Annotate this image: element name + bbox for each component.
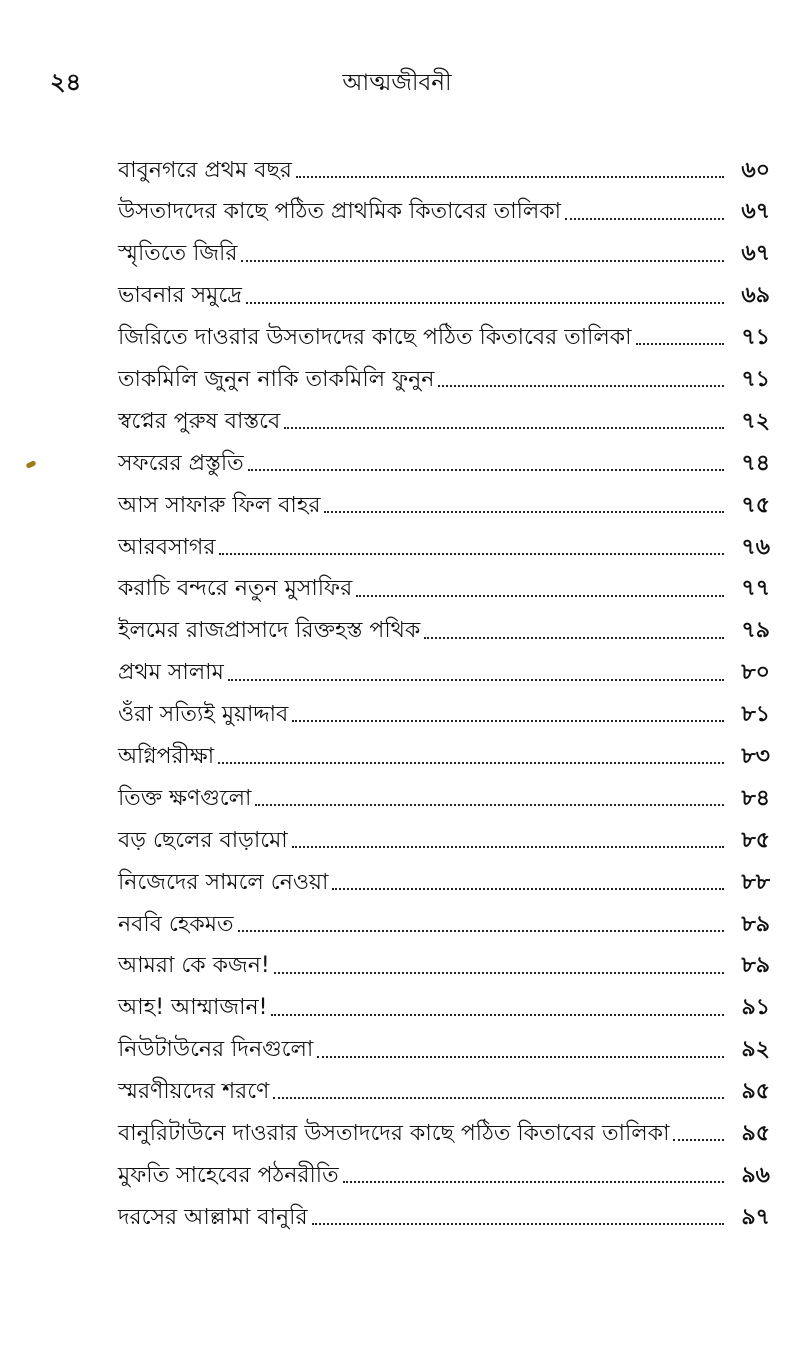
toc-entry-page-number: ৮৫	[741, 827, 770, 853]
toc-entry	[118, 770, 770, 812]
toc-entry-page-number: ৯৫	[741, 1079, 770, 1105]
toc-entry	[118, 1064, 770, 1106]
toc-entry-page-number: ৭৫	[741, 492, 770, 518]
toc-entry	[118, 896, 770, 938]
toc-entry-title: ইলমের রাজপ্রাসাদে রিক্তহস্ত পথিক	[118, 618, 421, 644]
dot-leader	[332, 888, 724, 890]
toc-entry-title: উসতাদদের কাছে পঠিত প্রাথমিক কিতাবের তালিকা	[118, 199, 562, 225]
toc-entry-page-number: ৮৯	[741, 911, 770, 937]
toc-entry-page-number: ৭৭	[741, 576, 770, 602]
toc-entry-title: আমরা কে কজন!	[118, 953, 270, 979]
toc-entry-title: স্বপ্নের পুরুষ বাস্তবে	[118, 408, 281, 434]
dot-leader	[673, 1139, 724, 1141]
toc-entry	[118, 393, 770, 435]
dot-leader	[238, 930, 724, 932]
toc-entry	[118, 938, 770, 980]
dot-leader	[636, 343, 724, 345]
dot-leader	[292, 720, 724, 722]
toc-entry	[118, 351, 770, 393]
toc-entry	[118, 435, 770, 477]
toc-entry-title: তাকমিলি জুনুন নাকি তাকমিলি ফুনুন	[118, 366, 435, 392]
dot-leader	[343, 1181, 724, 1183]
toc-entry-title: বানুরিটাউনে দাওরার উসতাদদের কাছে পঠিত কিতাবের তালিকা	[118, 1120, 670, 1146]
toc-entry-title: করাচি বন্দরে নতুন মুসাফির	[118, 576, 353, 602]
dot-leader	[218, 762, 724, 764]
toc-entry-page-number: ৭৬	[741, 534, 770, 560]
dot-leader	[228, 679, 724, 681]
toc-entry-title: ভাবনার সমুদ্রে	[118, 283, 242, 309]
dot-leader	[317, 1056, 724, 1058]
dot-leader	[565, 218, 724, 220]
dot-leader	[296, 176, 724, 178]
dot-leader	[356, 595, 724, 597]
toc-entry-page-number: ৭৪	[741, 450, 770, 476]
toc-entry	[118, 310, 770, 352]
page-number: ২৪	[50, 68, 82, 96]
toc-entry-title: বাবুনগরে প্রথম বছর	[118, 157, 292, 183]
toc-entry-page-number: ৯৫	[741, 1120, 770, 1146]
toc-entry-page-number: ৮১	[741, 702, 770, 728]
toc-entry-title: স্মৃতিতে জিরি	[118, 241, 238, 267]
toc-entry-page-number: ৮৪	[741, 785, 770, 811]
running-title: আত্মজীবনী	[342, 70, 452, 96]
dot-leader	[438, 385, 724, 387]
toc-entry-title: জিরিতে দাওরার উসতাদদের কাছে পঠিত কিতাবের তালিকা	[118, 325, 632, 351]
dot-leader	[271, 1014, 724, 1016]
toc-entry-title: স্মরণীয়দের শরণে	[118, 1079, 270, 1105]
dot-leader	[312, 1223, 724, 1225]
dot-leader	[292, 846, 724, 848]
toc-entry-page-number: ৮৯	[741, 953, 770, 979]
dot-leader	[246, 302, 724, 304]
toc-entry-page-number: ৭৯	[741, 618, 770, 644]
toc-entry-page-number: ৬৯	[741, 283, 770, 309]
dot-leader	[424, 637, 724, 639]
toc-entry-title: দরসের আল্লামা বানুরি	[118, 1204, 308, 1230]
toc-entry-title: আস সাফারু ফিল বাহর	[118, 492, 321, 518]
toc-entry-page-number: ৮৮	[741, 869, 770, 895]
toc-entry	[118, 477, 770, 519]
dot-leader	[241, 260, 724, 262]
toc-entry	[118, 728, 770, 770]
toc-entry	[118, 980, 770, 1022]
toc-entry-page-number: ৯১	[741, 995, 770, 1021]
toc-entry	[118, 603, 770, 645]
toc-entry-title: অগ্নিপরীক্ষা	[118, 743, 215, 769]
toc-entry-page-number: ৭১	[741, 366, 770, 392]
toc-entry	[118, 854, 770, 896]
toc-entry-title: মুফতি সাহেবের পঠনরীতি	[118, 1162, 339, 1188]
toc-entry	[118, 142, 770, 184]
toc-entry	[118, 812, 770, 854]
dot-leader	[248, 469, 724, 471]
dot-leader	[274, 972, 724, 974]
toc-entry	[118, 1147, 770, 1189]
dot-leader	[255, 804, 724, 806]
toc-entry	[118, 226, 770, 268]
toc-entry-page-number: ৯৬	[741, 1162, 770, 1188]
toc-entry	[118, 687, 770, 729]
toc-entry-page-number: ৬০	[741, 157, 770, 183]
toc-entry-title: তিক্ত ক্ষণগুলো	[118, 785, 252, 811]
dot-leader	[219, 553, 724, 555]
toc-entry-title: আরবসাগর	[118, 534, 216, 560]
toc-entry-title: নিজেদের সামলে নেওয়া	[118, 869, 329, 895]
toc-entry-page-number: ৭১	[741, 325, 770, 351]
toc-entry-page-number: ৮৩	[741, 743, 770, 769]
toc-entry	[118, 519, 770, 561]
toc-entry-title: বড় ছেলের বাড়ামো	[118, 827, 288, 853]
page-header	[0, 64, 794, 104]
toc-entry	[118, 561, 770, 603]
toc-entry-title: আহ! আম্মাজান!	[118, 995, 268, 1021]
toc-entry-title: প্রথম সালাম	[118, 660, 224, 686]
dot-leader	[273, 1097, 724, 1099]
stray-ink-mark	[25, 460, 36, 469]
toc-entry-title: ওঁরা সত্যিই মুয়াদ্দাব	[118, 702, 289, 728]
dot-leader	[324, 511, 724, 513]
toc-entry	[118, 268, 770, 310]
toc-entry	[118, 1022, 770, 1064]
toc-entry-page-number: ৭২	[741, 408, 770, 434]
toc-entry-title: সফরের প্রস্তুতি	[118, 450, 244, 476]
toc-entry-title: নিউটাউনের দিনগুলো	[118, 1037, 314, 1063]
toc-entry-title: নববি হেকমত	[118, 911, 234, 937]
table-of-contents	[118, 142, 770, 1231]
toc-entry-page-number: ৬৭	[741, 199, 770, 225]
toc-entry	[118, 1189, 770, 1231]
toc-entry	[118, 184, 770, 226]
toc-entry-page-number: ৯২	[741, 1037, 770, 1063]
toc-entry	[118, 1105, 770, 1147]
dot-leader	[284, 427, 724, 429]
toc-entry-page-number: ৮০	[741, 660, 770, 686]
toc-entry	[118, 645, 770, 687]
toc-entry-page-number: ৬৭	[741, 241, 770, 267]
toc-entry-page-number: ৯৭	[741, 1204, 770, 1230]
